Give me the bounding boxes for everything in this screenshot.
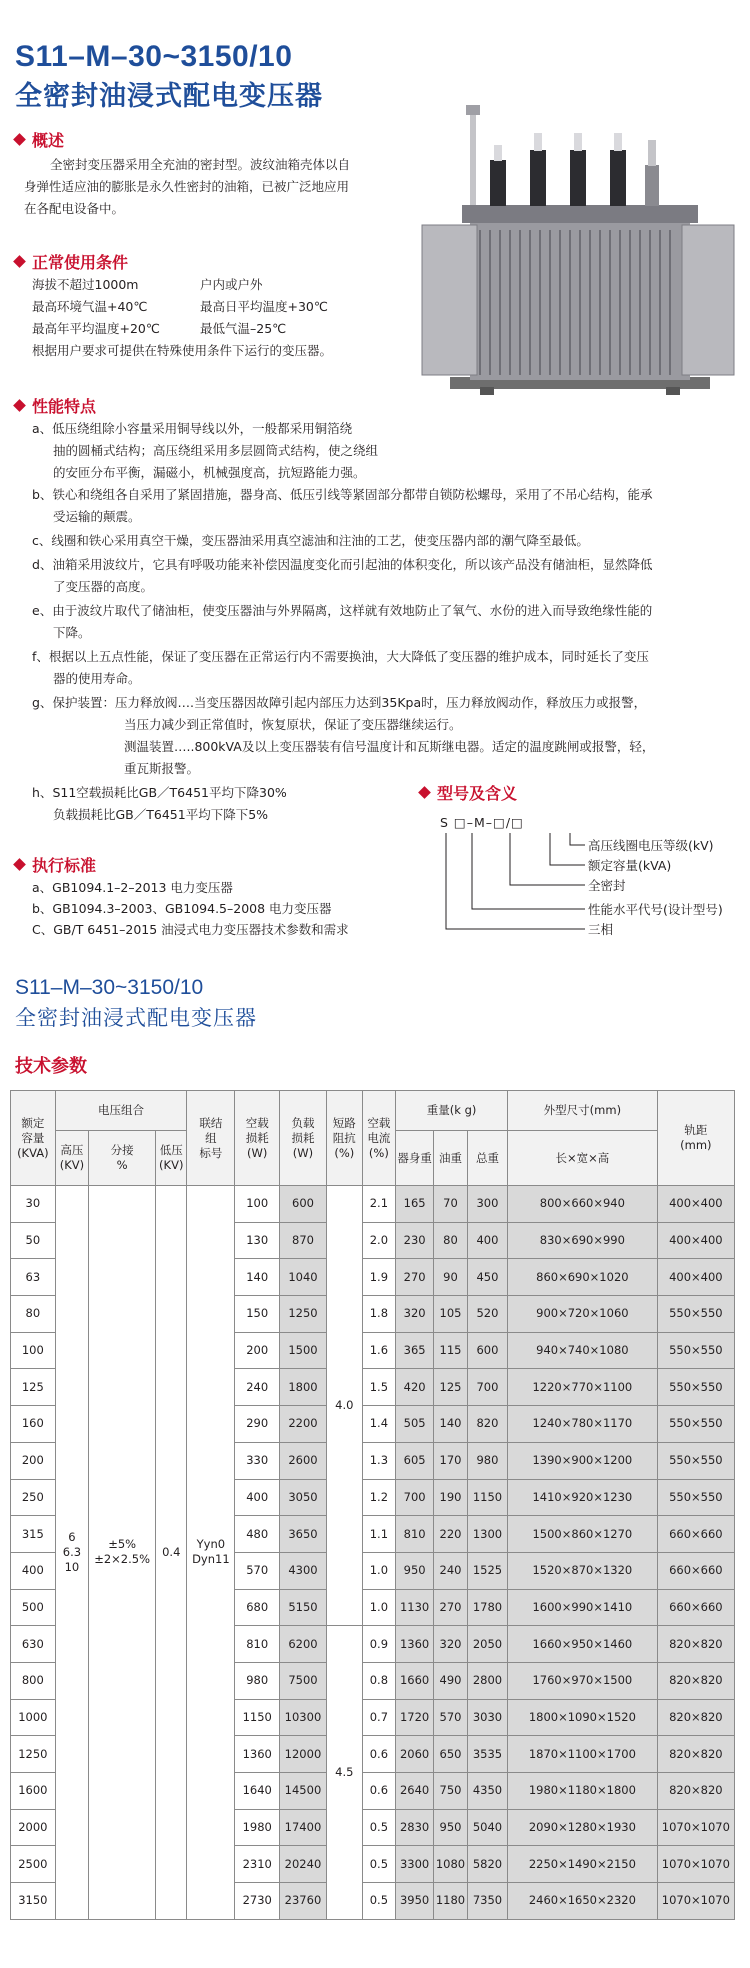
condition-note: 根据用户要求可提供在特殊使用条件下运行的变压器。 xyxy=(32,343,333,358)
table-cell: 3650 xyxy=(280,1516,327,1553)
feature-e: e、由于波纹片取代了储油柜，使变压器油与外界隔离，这样就有效地防止了氧气、水份的进入而导致绝缘性能的 下降。 xyxy=(32,603,653,640)
table-cell: 400×400 xyxy=(657,1259,734,1296)
table-cell: 570 xyxy=(235,1552,280,1589)
standard-item: C、GB/T 6451–2015 油浸式电力变压器技术参数和需求 xyxy=(32,922,349,937)
table-cell: 1800 xyxy=(280,1369,327,1406)
head-load: 负载 损耗 (W) xyxy=(280,1091,327,1186)
table-cell: 2730 xyxy=(235,1883,280,1920)
code-label-sealed: 全密封 xyxy=(588,878,626,893)
table-cell: 900×720×1060 xyxy=(508,1296,658,1333)
table-cell: 830×690×990 xyxy=(508,1222,658,1259)
table-cell: 680 xyxy=(235,1589,280,1626)
table-cell: 520 xyxy=(467,1296,507,1333)
code-label-voltage: 高压线圈电压等级(kV) xyxy=(588,838,714,853)
table-cell: 14500 xyxy=(280,1773,327,1810)
table-cell: 200 xyxy=(11,1442,56,1479)
code-label-performance: 性能水平代号(设计型号) xyxy=(588,902,723,917)
table-cell: 1500 xyxy=(280,1332,327,1369)
table-cell: 2640 xyxy=(396,1773,434,1810)
table-cell: 2600 xyxy=(280,1442,327,1479)
product-title: 全密封油浸式配电变压器 xyxy=(15,81,323,112)
table-cell: 70 xyxy=(434,1186,468,1223)
table-cell: 125 xyxy=(434,1369,468,1406)
table-cell: 250 xyxy=(11,1479,56,1516)
condition-min-temp: 最低气温–25℃ xyxy=(200,321,287,336)
table-cell: 7500 xyxy=(280,1662,327,1699)
head-gauge: 轨距 (mm) xyxy=(657,1091,734,1186)
table-cell: 0.6 xyxy=(362,1773,395,1810)
table-cell: 810 xyxy=(235,1626,280,1663)
table-cell: 550×550 xyxy=(657,1442,734,1479)
table-cell: 400 xyxy=(467,1222,507,1259)
table-cell: 190 xyxy=(434,1479,468,1516)
model-code-diagram xyxy=(440,815,740,955)
table-cell: 63 xyxy=(11,1259,56,1296)
table-cell: 0.8 xyxy=(362,1662,395,1699)
head-lv: 低压 (KV) xyxy=(156,1131,187,1186)
head-w-oil: 油重 xyxy=(434,1131,468,1186)
head-current: 空载 电流 (%) xyxy=(362,1091,395,1186)
table-cell: 820×820 xyxy=(657,1662,734,1699)
table-cell: 1390×900×1200 xyxy=(508,1442,658,1479)
table-cell: 1640 xyxy=(235,1773,280,1810)
table-cell: 2050 xyxy=(467,1626,507,1663)
overview-text: 全密封变压器采用全充油的密封型。波纹油箱壳体以自 身弹性适应油的膨胀是永久性密封的油箱，已被广泛地应用 在各配电设备中。 xyxy=(24,157,351,216)
table-cell: 1180 xyxy=(434,1883,468,1920)
table-cell: 550×550 xyxy=(657,1479,734,1516)
code-label-three-phase: 三相 xyxy=(588,922,614,937)
condition-location: 户内或户外 xyxy=(200,277,263,292)
table-cell: 2800 xyxy=(467,1662,507,1699)
table-cell: 1.8 xyxy=(362,1296,395,1333)
table-cell: 1150 xyxy=(467,1479,507,1516)
table-cell: 820×820 xyxy=(657,1626,734,1663)
head-voltage-group: 电压组合 xyxy=(55,1091,187,1131)
table-cell: 0.5 xyxy=(362,1809,395,1846)
table-cell: 400×400 xyxy=(657,1222,734,1259)
table-cell: 1800×1090×1520 xyxy=(508,1699,658,1736)
table-cell: 820×820 xyxy=(657,1736,734,1773)
table-cell: 2090×1280×1930 xyxy=(508,1809,658,1846)
table-cell: 1250 xyxy=(11,1736,56,1773)
table-cell: 1600×990×1410 xyxy=(508,1589,658,1626)
table-cell: 4300 xyxy=(280,1552,327,1589)
table-cell: 1.2 xyxy=(362,1479,395,1516)
table-cell: 400 xyxy=(235,1479,280,1516)
table-cell: 400 xyxy=(11,1552,56,1589)
table-cell: 2200 xyxy=(280,1406,327,1443)
table-cell: 3050 xyxy=(280,1479,327,1516)
head-dims: 外型尺寸(mm) xyxy=(508,1091,658,1131)
feature-f: f、根据以上五点性能，保证了变压器在正常运行内不需要换油，大大降低了变压器的维护成本，同时延长了变压 器的使用寿命。 xyxy=(32,649,649,686)
table-cell: 270 xyxy=(434,1589,468,1626)
table-cell: 750 xyxy=(434,1773,468,1810)
table-cell: 1360 xyxy=(235,1736,280,1773)
table-cell: 105 xyxy=(434,1296,468,1333)
table-cell: 1525 xyxy=(467,1552,507,1589)
table-cell: 1500×860×1270 xyxy=(508,1516,658,1553)
table-cell: 550×550 xyxy=(657,1406,734,1443)
table-cell: 2460×1650×2320 xyxy=(508,1883,658,1920)
table-cell: 630 xyxy=(11,1626,56,1663)
table-cell: 2250×1490×2150 xyxy=(508,1846,658,1883)
table-cell: 1360 xyxy=(396,1626,434,1663)
table-cell: 1130 xyxy=(396,1589,434,1626)
code-label-capacity: 额定容量(kVA) xyxy=(588,858,672,873)
spec-product-title: 全密封油浸式配电变压器 xyxy=(15,1006,257,1030)
table-cell: 23760 xyxy=(280,1883,327,1920)
table-cell: 1240×780×1170 xyxy=(508,1406,658,1443)
table-cell: 1760×970×1500 xyxy=(508,1662,658,1699)
table-cell: 320 xyxy=(396,1296,434,1333)
table-cell: 490 xyxy=(434,1662,468,1699)
diamond-bullet-icon xyxy=(13,255,26,268)
condition-altitude: 海拔不超过1000m xyxy=(32,277,139,292)
head-dims-sub: 长×宽×高 xyxy=(508,1131,658,1186)
table-cell: 3950 xyxy=(396,1883,434,1920)
table-cell: 170 xyxy=(434,1442,468,1479)
condition-max-daily: 最高日平均温度+30℃ xyxy=(200,299,328,314)
table-cell: 1720 xyxy=(396,1699,434,1736)
table-cell: 5820 xyxy=(467,1846,507,1883)
table-cell: 1.9 xyxy=(362,1259,395,1296)
head-impedance: 短路 阻抗 (%) xyxy=(326,1091,362,1186)
table-cell: 550×550 xyxy=(657,1332,734,1369)
spec-table xyxy=(10,1090,735,1920)
table-cell: 140 xyxy=(235,1259,280,1296)
model-code-heading: 型号及含义 xyxy=(420,781,517,804)
table-cell: 940×740×1080 xyxy=(508,1332,658,1369)
table-cell: 1600 xyxy=(11,1773,56,1810)
table-cell: 0.9 xyxy=(362,1626,395,1663)
table-cell: 800 xyxy=(11,1662,56,1699)
diamond-bullet-icon xyxy=(13,399,26,412)
table-cell: 480 xyxy=(235,1516,280,1553)
diamond-bullet-icon xyxy=(13,858,26,871)
table-cell: 1870×1100×1700 xyxy=(508,1736,658,1773)
feature-h: h、S11空载损耗比GB／T6451平均下降30% 负载损耗比GB／T6451平均下降下5% xyxy=(32,785,287,822)
table-cell: 0.6 xyxy=(362,1736,395,1773)
table-cell: 2310 xyxy=(235,1846,280,1883)
table-cell: 2500 xyxy=(11,1846,56,1883)
table-cell: 30 xyxy=(11,1186,56,1223)
feature-d: d、油箱采用波纹片，它具有呼吸功能来补偿因温度变化而引起油的体积变化，所以该产品没有储油柜，显然降低 了变压器的高度。 xyxy=(32,557,653,594)
spec-model-title: S11–M–30~3150/10 xyxy=(15,976,204,999)
feature-g: g、保护装置：压力释放阀….当变压器因故障引起内部压力达到35Kpa时，压力释放阀动作，释放压力或报警， 当压力减少到正常值时，恢复原状，保证了变压器继续运行。 测温装置…..800kVA及以上变压器装有信号温度计和瓦斯继电器。适定的温度跳闸或报警，轻， 重瓦斯报警。 xyxy=(32,695,655,776)
table-cell: 5040 xyxy=(467,1809,507,1846)
table-cell: 1.6 xyxy=(362,1332,395,1369)
table-cell: 220 xyxy=(434,1516,468,1553)
table-cell: 200 xyxy=(235,1332,280,1369)
merged-tap: ±5% ±2×2.5% xyxy=(89,1186,156,1920)
head-w-body: 器身重 xyxy=(396,1131,434,1186)
table-cell: 605 xyxy=(396,1442,434,1479)
table-cell: 3535 xyxy=(467,1736,507,1773)
table-cell: 950 xyxy=(396,1552,434,1589)
table-cell: 0.7 xyxy=(362,1699,395,1736)
table-cell: 3300 xyxy=(396,1846,434,1883)
table-cell: 240 xyxy=(235,1369,280,1406)
table-cell: 1070×1070 xyxy=(657,1883,734,1920)
table-cell: 570 xyxy=(434,1699,468,1736)
table-cell: 1220×770×1100 xyxy=(508,1369,658,1406)
table-cell: 5150 xyxy=(280,1589,327,1626)
table-cell: 3030 xyxy=(467,1699,507,1736)
table-cell: 100 xyxy=(235,1186,280,1223)
table-cell: 290 xyxy=(235,1406,280,1443)
table-cell: 1070×1070 xyxy=(657,1846,734,1883)
table-cell: 660×660 xyxy=(657,1516,734,1553)
table-cell: 1300 xyxy=(467,1516,507,1553)
head-rated: 额定 容量 (KVA) xyxy=(11,1091,56,1186)
table-cell: 3150 xyxy=(11,1883,56,1920)
table-cell: 4350 xyxy=(467,1773,507,1810)
table-cell: 1.3 xyxy=(362,1442,395,1479)
table-cell: 500 xyxy=(11,1589,56,1626)
table-cell: 1040 xyxy=(280,1259,327,1296)
table-cell: 10300 xyxy=(280,1699,327,1736)
table-cell: 980 xyxy=(467,1442,507,1479)
table-cell: 6200 xyxy=(280,1626,327,1663)
table-cell: 505 xyxy=(396,1406,434,1443)
standard-item: a、GB1094.1–2–2013 电力变压器 xyxy=(32,880,233,895)
table-cell: 1780 xyxy=(467,1589,507,1626)
table-cell: 1660×950×1460 xyxy=(508,1626,658,1663)
table-cell: 2000 xyxy=(11,1809,56,1846)
table-cell: 400×400 xyxy=(657,1186,734,1223)
head-weight: 重量(k g) xyxy=(396,1091,508,1131)
table-cell: 700 xyxy=(467,1369,507,1406)
table-cell: 860×690×1020 xyxy=(508,1259,658,1296)
table-cell: 1.1 xyxy=(362,1516,395,1553)
table-cell: 1520×870×1320 xyxy=(508,1552,658,1589)
feature-b: b、铁心和绕组各自采用了紧固措施，器身高、低压引线等紧固部分都带自锁防松螺母，采用了不吊心结构，能承 受运输的颠震。 xyxy=(32,487,653,524)
table-cell: 365 xyxy=(396,1332,434,1369)
standard-item: b、GB1094.3–2003、GB1094.5–2008 电力变压器 xyxy=(32,901,332,916)
table-cell: 1.0 xyxy=(362,1589,395,1626)
table-cell: 100 xyxy=(11,1332,56,1369)
table-cell: 820×820 xyxy=(657,1699,734,1736)
model-title: S11–M–30~3150/10 xyxy=(15,40,293,73)
table-cell: 130 xyxy=(235,1222,280,1259)
table-cell: 660×660 xyxy=(657,1552,734,1589)
spec-table-body xyxy=(11,1186,735,1920)
head-vector: 联结 组 标号 xyxy=(187,1091,235,1186)
merged-impedance-a: 4.0 xyxy=(326,1186,362,1626)
head-w-total: 总重 xyxy=(467,1131,507,1186)
table-cell: 270 xyxy=(396,1259,434,1296)
features-heading: 性能特点 xyxy=(15,394,96,417)
table-cell: 140 xyxy=(434,1406,468,1443)
table-cell: 0.5 xyxy=(362,1883,395,1920)
head-hv: 高压 (KV) xyxy=(55,1131,88,1186)
table-cell: 165 xyxy=(396,1186,434,1223)
table-cell: 80 xyxy=(11,1296,56,1333)
table-cell: 240 xyxy=(434,1552,468,1589)
condition-max-annual: 最高年平均温度+20℃ xyxy=(32,321,160,336)
table-cell: 115 xyxy=(434,1332,468,1369)
transformer-photo xyxy=(410,105,735,395)
spec-table-heading: 技术参数 xyxy=(15,1056,87,1077)
diamond-bullet-icon xyxy=(418,786,431,799)
table-cell: 810 xyxy=(396,1516,434,1553)
merged-hv: 6 6.3 10 xyxy=(55,1186,88,1920)
table-cell: 600 xyxy=(280,1186,327,1223)
table-cell: 550×550 xyxy=(657,1369,734,1406)
table-cell: 1.0 xyxy=(362,1552,395,1589)
table-cell: 1150 xyxy=(235,1699,280,1736)
table-cell: 450 xyxy=(467,1259,507,1296)
table-cell: 550×550 xyxy=(657,1296,734,1333)
table-cell: 315 xyxy=(11,1516,56,1553)
table-cell: 1410×920×1230 xyxy=(508,1479,658,1516)
feature-a: a、低压绕组除小容量采用铜导线以外，一般都采用铜箔绕 抽的圆桶式结构；高压绕组采用多层圆筒式结构，使之绕组 的安匝分布平衡，漏磁小，机械强度高，抗短路能力强。 xyxy=(32,421,379,480)
table-cell: 660×660 xyxy=(657,1589,734,1626)
table-cell: 2830 xyxy=(396,1809,434,1846)
diamond-bullet-icon xyxy=(13,133,26,146)
head-noload: 空载 损耗 (W) xyxy=(235,1091,280,1186)
feature-c: c、线圈和铁心采用真空干燥，变压器油采用真空滤油和注油的工艺，使变压器内部的潮气降至最低。 xyxy=(32,533,589,548)
table-cell: 650 xyxy=(434,1736,468,1773)
model-code-string: S □–M–□/□ xyxy=(440,815,524,830)
table-cell: 0.5 xyxy=(362,1846,395,1883)
table-cell: 20240 xyxy=(280,1846,327,1883)
table-cell: 50 xyxy=(11,1222,56,1259)
table-row xyxy=(11,1186,735,1223)
condition-max-temp: 最高环境气温+40℃ xyxy=(32,299,148,314)
merged-vector: Yyn0 Dyn11 xyxy=(187,1186,235,1920)
table-cell: 700 xyxy=(396,1479,434,1516)
overview-heading: 概述 xyxy=(15,128,64,151)
table-cell: 150 xyxy=(235,1296,280,1333)
table-cell: 90 xyxy=(434,1259,468,1296)
table-cell: 820×820 xyxy=(657,1773,734,1810)
table-cell: 125 xyxy=(11,1369,56,1406)
head-tap: 分接 % xyxy=(89,1131,156,1186)
table-cell: 1980 xyxy=(235,1809,280,1846)
table-cell: 330 xyxy=(235,1442,280,1479)
table-cell: 420 xyxy=(396,1369,434,1406)
table-cell: 1250 xyxy=(280,1296,327,1333)
table-cell: 1980×1180×1800 xyxy=(508,1773,658,1810)
table-cell: 320 xyxy=(434,1626,468,1663)
standards-heading: 执行标准 xyxy=(15,853,96,876)
conditions-heading: 正常使用条件 xyxy=(15,250,128,273)
table-cell: 1000 xyxy=(11,1699,56,1736)
table-cell: 820 xyxy=(467,1406,507,1443)
table-cell: 230 xyxy=(396,1222,434,1259)
table-cell: 300 xyxy=(467,1186,507,1223)
table-cell: 17400 xyxy=(280,1809,327,1846)
merged-impedance-b: 4.5 xyxy=(326,1626,362,1920)
table-cell: 600 xyxy=(467,1332,507,1369)
table-cell: 7350 xyxy=(467,1883,507,1920)
table-cell: 2.1 xyxy=(362,1186,395,1223)
table-cell: 1070×1070 xyxy=(657,1809,734,1846)
table-cell: 80 xyxy=(434,1222,468,1259)
table-cell: 2.0 xyxy=(362,1222,395,1259)
merged-lv: 0.4 xyxy=(156,1186,187,1920)
table-cell: 2060 xyxy=(396,1736,434,1773)
standards-list xyxy=(32,877,452,940)
table-cell: 1.5 xyxy=(362,1369,395,1406)
table-cell: 1660 xyxy=(396,1662,434,1699)
table-cell: 800×660×940 xyxy=(508,1186,658,1223)
table-cell: 1080 xyxy=(434,1846,468,1883)
table-cell: 160 xyxy=(11,1406,56,1443)
table-cell: 1.4 xyxy=(362,1406,395,1443)
table-cell: 12000 xyxy=(280,1736,327,1773)
table-cell: 980 xyxy=(235,1662,280,1699)
table-cell: 870 xyxy=(280,1222,327,1259)
table-cell: 950 xyxy=(434,1809,468,1846)
